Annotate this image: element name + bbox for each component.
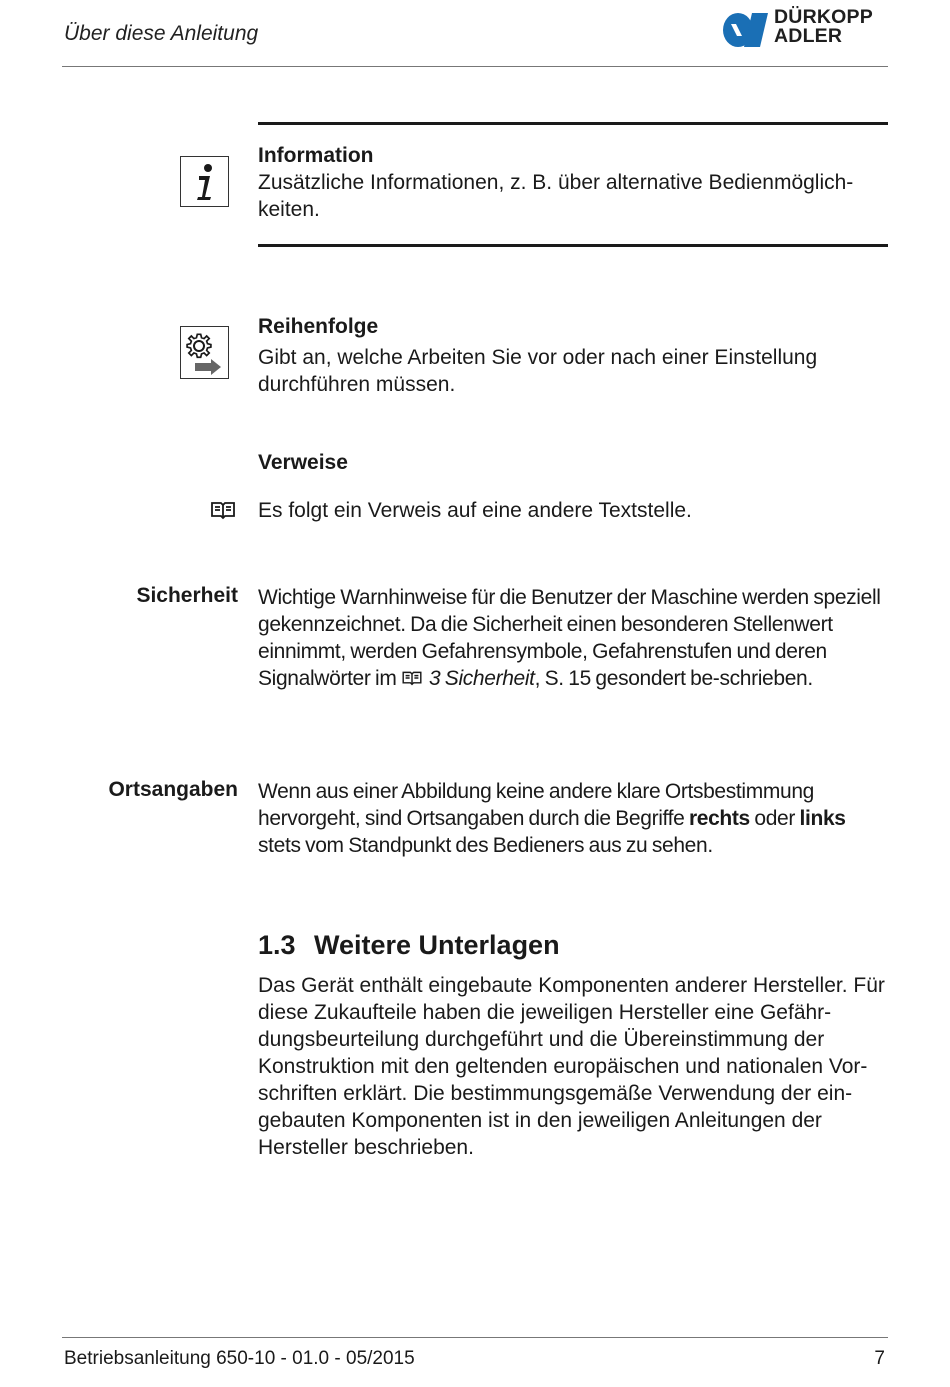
safety-text-after: , S. 15 gesondert be-schrieben. [534,667,813,690]
header-divider [62,66,888,67]
location-paragraph [258,778,890,859]
info-title: Information [258,144,374,167]
location-label: Ortsangaben [108,778,238,801]
section-number: 1.3 [258,930,296,960]
location-word-right: rechts [688,807,750,830]
logo-line-2: ADLER [774,25,843,47]
sequence-text-block [258,344,890,398]
logo-mark-icon [722,10,770,50]
page-header-title: Über diese Anleitung [64,22,259,45]
safety-paragraph [258,584,890,692]
location-text-middle: oder [754,807,796,830]
references-title: Verweise [258,451,348,474]
location-word-left: links [799,807,846,830]
section-heading [258,930,560,961]
info-text-block [258,169,890,223]
info-icon [180,156,229,207]
footer-page-number: 7 [874,1348,885,1369]
section-text-block [258,972,890,1161]
info-box-top-rule [258,122,888,125]
logo-text [774,8,873,46]
safety-text-block [258,584,890,692]
location-text-block [258,778,890,859]
sequence-title: Reihenfolge [258,315,379,338]
references-text: Es folgt ein Verweis auf eine andere Textstelle. [258,499,692,522]
safety-label: Sicherheit [136,584,238,607]
info-text-line: Zusätzliche Informationen, z. B. über alternative Bedienmöglich-keiten. [258,171,854,221]
footer-divider [62,1337,888,1338]
gear-arrow-icon [180,326,229,379]
safety-cross-reference-link[interactable]: 3 Sicherheit [428,667,535,690]
brand-logo [722,8,890,52]
section-title: Weitere Unterlagen [314,930,560,960]
safety-text: Wichtige Warnhinweise für die Benutzer der Maschine werden speziell gekennzeichnet. Da die Sicherheit einen besonderen Stellenwert einnimmt, werden Gefahrensymbole, Gefahrenstufen und deren Signalwörter im [258,586,881,690]
book-icon [401,670,423,686]
sequence-text: Gibt an, welche Arbeiten Sie vor oder nach einer Einstellung durchführen müssen. [258,346,818,396]
footer-document-id: Betriebsanleitung 650-10 - 01.0 - 05/2015 [64,1348,415,1369]
logo-line-1: DÜRKOPP [774,6,873,28]
book-icon [210,500,236,520]
info-box-bottom-rule [258,244,888,247]
info-text [258,169,890,223]
section-text: Das Gerät enthält eingebaute Komponenten anderer Hersteller. Für diese Zukaufteile haben die jeweiligen Hersteller eine Gefähr-dungsbeurteilung durchgeführt und die Übereinstimmung der Konstruktion mit den geltenden europäischen und nationalen Vor-schriften erklärt. Die bestimmungsgemäße Verwendung der ein-gebauten Komponenten ist in den jeweiligen Anleitungen der Hersteller beschrieben. [258,974,885,1159]
location-text: Wenn aus einer Abbildung keine andere klare Ortsbestimmung hervorgeht, sind Ortsangaben durch die Begriffe [258,780,814,830]
location-text-after: stets vom Standpunkt des Bedieners aus zu sehen. [258,834,713,857]
